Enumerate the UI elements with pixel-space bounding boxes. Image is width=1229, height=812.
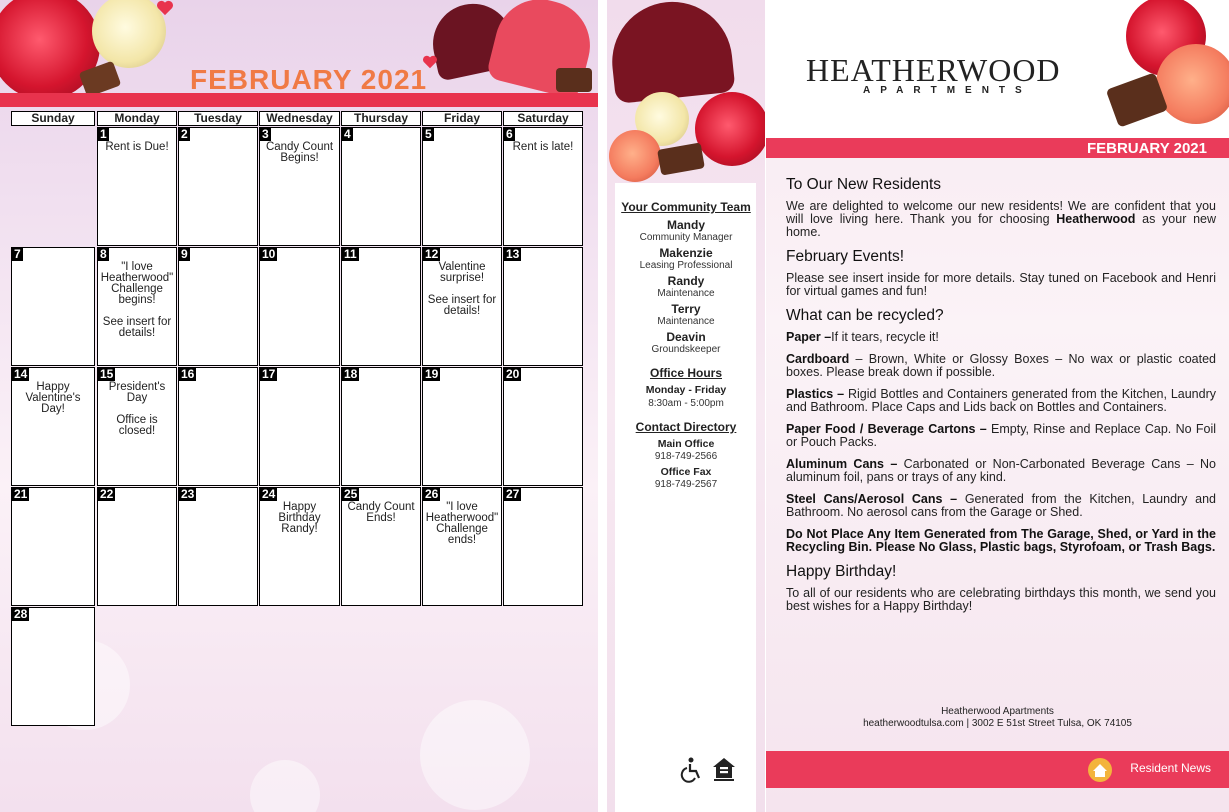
day-number: 6 [506,127,513,141]
day-event: Rent is Due! [105,141,169,153]
team-member-name: Makenzie [659,246,713,260]
day-event: Valentine surprise! See insert for details! [427,261,497,317]
month-band [766,138,1229,158]
birthday-text: To all of our residents who are celebrating birthdays this month, we send you best wishes for a Happy Birthday! [786,586,1216,613]
resident-news-label: Resident News [1130,761,1211,775]
section-heading: February Events! [786,248,905,265]
recycle-item-label: Aluminum Cans – [786,457,898,471]
recycle-item-text: Carbonated or Non-Carbonated Beverage Cans – No aluminum foil, pans or trays of any kind. [786,457,1217,484]
team-member-role: Maintenance [657,316,715,327]
recycle-item [786,458,1216,484]
recycle-item-label: Plastics – [786,387,845,401]
day-event: President's Day Office is closed! [108,381,166,437]
day-number: 21 [14,487,28,501]
recycle-item-text: Empty, Rinse and Replace Cap. No Foil or Pouch Packs. [786,422,1217,449]
heart-icon [156,0,174,16]
recycle-item [786,353,1216,379]
recycle-item [786,493,1216,519]
text-span: as your new home. [786,212,1216,239]
calendar-day-cell [422,487,502,606]
calendar-day-cell [97,247,177,366]
chocolate-decoration [556,68,592,92]
recycle-item-text: If it tears, recycle it! [831,330,939,344]
day-number: 19 [425,367,439,381]
logo-title: HEATHERWOOD [806,52,1061,88]
weekday-header: Wednesday [259,111,340,126]
weekday-header: Thursday [341,111,421,126]
chocolate-box-decoration [607,0,736,104]
day-number: 23 [181,487,195,501]
day-number: 2 [181,127,188,141]
month-label: FEBRUARY [1086,140,1170,157]
recycle-item-text: Rigid Bottles and Containers generated from the Kitchen, Laundry and Bathroom. Place Caps and Lids back on Bottles and Containers. [786,387,1216,414]
contact-label: Office Fax [660,466,712,478]
day-number: 26 [425,487,439,501]
team-member-role: Leasing Professional [639,260,733,271]
day-number: 24 [262,487,276,501]
recycle-item [786,331,1216,344]
contact-directory-title: Contact Directory [635,420,737,434]
white-rose-decoration [92,0,166,68]
calendar-day-cell [178,127,258,246]
weekday-header: Monday [97,111,177,126]
calendar-day-cell [422,127,502,246]
text-bold: Heatherwood [1056,212,1136,226]
year-label: 2021 [1173,140,1207,157]
day-number: 22 [100,487,114,501]
day-number: 10 [262,247,276,261]
calendar-day-cell [341,487,421,606]
calendar-day-cell [97,487,177,606]
calendar-title: FEBRUARY 2021 [190,64,428,95]
calendar-day-cell [11,247,95,366]
calendar-day-cell [259,127,340,246]
day-number: 1 [100,127,107,141]
day-event: "I love Heatherwood" Challenge ends! [425,501,499,546]
contact-value: 918-749-2567 [654,479,718,490]
day-number: 15 [100,367,114,381]
calendar-day-cell [341,247,421,366]
calendar-day-cell [503,127,583,246]
recycle-item [786,423,1216,449]
calendar-day-cell [341,367,421,486]
day-number: 17 [262,367,276,381]
house-logo-icon [1087,757,1113,783]
contact-value: 918-749-2566 [654,451,718,462]
weekday-header: Sunday [11,111,95,126]
rose-decoration [695,92,765,166]
day-event: Rent is late! [512,141,574,153]
day-event: Candy Count Begins! [265,141,334,164]
text-bold: Do Not Place Any Item Generated from The Garage, Shed, or Yard in the Recycling Bin. Please No Glass, Plastic bags, Styrofoam, or Trash Bags. [786,527,1216,554]
events-text: Please see insert inside for more details. Stay tuned on Facebook and Henri for virtual games and fun! [786,271,1216,298]
bokeh-light [420,700,530,810]
day-number: 4 [344,127,351,141]
calendar-day-cell [259,247,340,366]
day-number: 13 [506,247,520,261]
weekday-header: Saturday [503,111,583,126]
footer-name: Heatherwood Apartments [941,706,1054,717]
team-member-role: Maintenance [657,288,715,299]
calendar-day-cell [503,487,583,606]
day-number: 8 [100,247,107,261]
text-span: We are delighted to welcome our new residents! We are confident that you will love living here. Thank you for choosing [786,199,1216,226]
day-number: 16 [181,367,195,381]
recycle-item-text: – Brown, White or Glossy Boxes – No wax or plastic coated boxes. Please break down if possible. [786,352,1216,379]
day-number: 20 [506,367,520,381]
section-heading: To Our New Residents [786,176,942,193]
day-number: 11 [344,247,357,261]
calendar-day-cell [422,367,502,486]
calendar-day-cell [503,367,583,486]
contact-label: Main Office [657,438,715,450]
office-hours-days: Monday - Friday [645,384,727,396]
calendar-day-cell [11,367,95,486]
day-event: Candy Count Ends! [347,501,415,524]
recycle-warning [786,528,1216,554]
team-member-name: Randy [667,274,705,288]
calendar-day-cell [259,487,340,606]
calendar-page [0,0,598,812]
recycle-item-label: Paper Food / Beverage Cartons – [786,422,987,436]
office-hours-title: Office Hours [649,366,722,380]
day-event: Happy Birthday Randy! [278,501,321,535]
day-number: 28 [14,607,28,621]
day-number: 3 [262,127,269,141]
section-heading: What can be recycled? [786,307,944,324]
peach-rose-decoration [609,130,661,182]
accessibility-icon [679,757,703,783]
bokeh-light [250,760,320,812]
team-member-name: Terry [671,302,701,316]
day-number: 25 [344,487,358,501]
recycle-item-label: Cardboard [786,352,850,366]
newsletter-page [766,0,1229,812]
calendar-day-cell [97,367,177,486]
newsletter-body [786,176,1216,622]
newsletter-date [1087,140,1207,157]
calendar-day-cell [259,367,340,486]
day-number: 9 [181,247,188,261]
logo-subtitle: APARTMENTS [863,85,1032,96]
day-number: 14 [14,367,28,381]
recycle-list [786,331,1216,519]
weekday-header: Friday [422,111,502,126]
recycle-item-label: Steel Cans/Aerosol Cans – [786,492,958,506]
day-number: 27 [506,487,520,501]
calendar-day-cell [178,367,258,486]
recycle-item-text: Generated from the Kitchen, Laundry and Bathroom. No aerosol cans from the Garage or Shed. [786,492,1216,519]
team-member-name: Mandy [666,218,705,232]
team-member-name: Deavin [666,330,706,344]
chocolate-decoration [657,142,705,175]
day-event: "I love Heatherwood" Challenge begins! See insert for details! [100,261,174,339]
sidebar-page [607,0,765,812]
calendar-day-cell [178,247,258,366]
team-title: Your Community Team [621,200,751,214]
day-event: Happy Valentine's Day! [25,381,81,415]
footer-address: heatherwoodtulsa.com | 3002 E 51st Street Tulsa, OK 74105 [863,718,1132,729]
bottom-band [766,751,1229,788]
equal-housing-icon [711,756,737,782]
team-member-role: Groundskeeper [651,344,721,355]
calendar-day-cell [341,127,421,246]
new-residents-text [786,200,1216,239]
recycle-item-label: Paper – [786,330,832,344]
weekday-header: Tuesday [178,111,258,126]
recycle-item [786,388,1216,414]
calendar-day-cell [11,487,95,606]
office-hours-time: 8:30am - 5:00pm [648,398,724,409]
calendar-day-cell [178,487,258,606]
day-number: 7 [14,247,21,261]
day-number: 18 [344,367,358,381]
calendar-day-cell [11,607,95,726]
calendar-day-cell [97,127,177,246]
team-member-role: Community Manager [639,232,733,243]
peach-rose-decoration [1156,44,1229,124]
day-number: 5 [425,127,432,141]
day-number: 12 [425,247,439,261]
calendar-day-cell [503,247,583,366]
section-heading: Happy Birthday! [786,563,897,580]
calendar-day-cell [422,247,502,366]
